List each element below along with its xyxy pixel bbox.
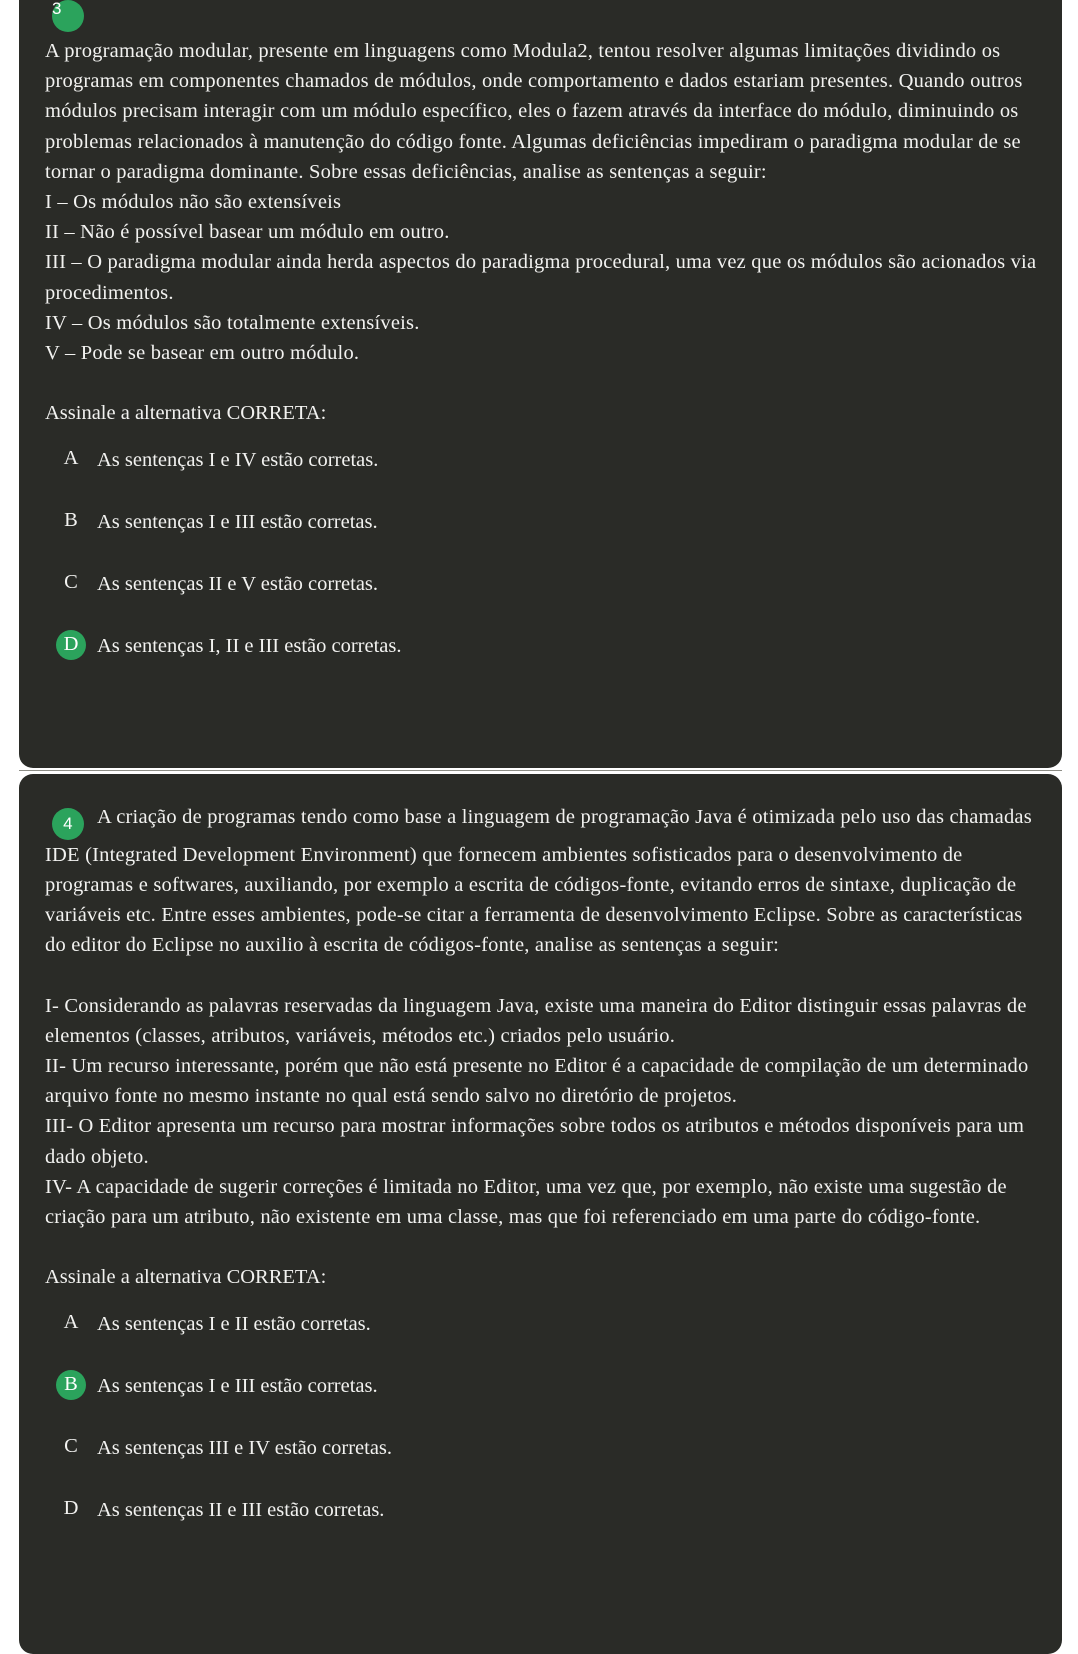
option-b[interactable]	[45, 1369, 1040, 1431]
option-a-label: As sentenças I e IV estão corretas.	[97, 448, 379, 471]
option-d-letter: D	[63, 1497, 79, 1520]
question-3-paragraph: A programação modular, presente em linguagens como Modula2, tentou resolver algumas limitações dividindo os programas em componentes chamados de módulos, onde comportamento e dados estariam presentes. Quando outros módulos precisam interagir com um módulo específico, eles o fazem através da interface do módulo, diminuindo os problemas relacionados à manutenção do código fonte. Algumas deficiências impediram o paradigma modular de se tornar o paradigma dominante. Sobre essas deficiências, analise as sentenças a seguir:	[45, 40, 1023, 183]
question-3-prompt: Assinale a alternativa CORRETA:	[45, 402, 327, 425]
option-a-label: As sentenças I e II estão corretas.	[97, 1312, 371, 1335]
spacer	[45, 1232, 1040, 1262]
option-a[interactable]	[45, 1307, 1040, 1369]
option-a-letter-wrap	[45, 1308, 97, 1338]
option-b-label: As sentenças I e III estão corretas.	[97, 510, 378, 533]
option-d-letter-wrap	[45, 630, 97, 660]
question-3-item-2: II – Não é possível basear um módulo em outro.	[45, 221, 450, 244]
spacer	[45, 368, 1040, 398]
question-3-statement	[45, 36, 1040, 368]
question-3-item-1: I – Os módulos não são extensíveis	[45, 191, 342, 214]
question-3-content	[19, 0, 1062, 691]
spacer	[45, 960, 1040, 990]
option-d-letter: D	[56, 630, 86, 660]
question-4-paragraph	[45, 802, 1040, 960]
question-4-items	[45, 991, 1040, 1233]
question-card-3	[19, 0, 1062, 768]
question-4-item-1: I- Considerando as palavras reservadas da linguagem Java, existe uma maneira do Editor distinguir essas palavras de elementos (classes, atributos, variáveis, métodos etc.) criados pelo usuário.	[45, 994, 1027, 1047]
option-b-letter-wrap	[45, 506, 97, 536]
question-4-item-3: III- O Editor apresenta um recurso para mostrar informações sobre todos os atributos e métodos disponíveis para um dado objeto.	[45, 1115, 1025, 1168]
card-divider	[19, 770, 1062, 771]
option-c-letter-wrap	[45, 568, 97, 598]
question-4-item-4: IV- A capacidade de sugerir correções é limitada no Editor, uma vez que, por exemplo, não existe uma sugestão de criação para um atributo, não existente em uma classe, mas que foi referenciado em uma parte do código-fonte.	[45, 1175, 1007, 1228]
option-d[interactable]	[45, 629, 1040, 691]
option-a-letter: A	[63, 1311, 79, 1334]
question-4-statement	[45, 802, 1040, 960]
question-4-content	[19, 774, 1062, 1555]
question-3-item-3: III – O paradigma modular ainda herda aspectos do paradigma procedural, uma vez que os módulos são acionados via procedimentos.	[45, 251, 1037, 304]
option-c-letter: C	[64, 571, 78, 594]
option-c[interactable]	[45, 1431, 1040, 1493]
question-3-options	[45, 443, 1040, 691]
question-4-options	[45, 1307, 1040, 1555]
option-a[interactable]	[45, 443, 1040, 505]
question-4-item-2: II- Um recurso interessante, porém que não está presente no Editor é a capacidade de compilação de um determinado arquivo fonte no mesmo instante no qual está sendo salvo no diretório de projetos.	[45, 1054, 1029, 1108]
option-c-letter: C	[64, 1435, 78, 1458]
option-b-letter: B	[56, 1370, 86, 1400]
question-3-item-4: IV – Os módulos são totalmente extensíveis.	[45, 311, 420, 334]
question-card-4	[19, 774, 1062, 1654]
option-a-letter-wrap	[45, 444, 97, 474]
option-d-letter-wrap	[45, 1494, 97, 1524]
option-c-label: As sentenças III e IV estão corretas.	[97, 1436, 393, 1459]
question-4-prompt: Assinale a alternativa CORRETA:	[45, 1266, 327, 1289]
question-4-paragraph-text: A criação de programas tendo como base a linguagem de programação Java é otimizada pelo uso das chamadas IDE (Integrated Development Environment) que fornecem ambientes sofisticados para o desenvolvimento de programas e softwares, auxiliando, por exemplo a escrita de códigos-fonte, evitando erros de sintaxe, duplicação de variáveis etc. Entre esses ambientes, pode-se citar a ferramenta de desenvolvimento Eclipse. Sobre as características do editor do Eclipse no auxilio à escrita de códigos-fonte, analise as sentenças a seguir:	[45, 806, 1032, 957]
option-b-letter: B	[64, 509, 78, 532]
option-b-label: As sentenças I e III estão corretas.	[97, 1374, 378, 1397]
option-a-letter: A	[63, 447, 79, 470]
option-b-letter-wrap	[45, 1370, 97, 1400]
option-d-label: As sentenças I, II e III estão corretas.	[97, 634, 402, 657]
question-number-badge: 3	[52, 0, 84, 32]
question-number-badge: 4	[52, 808, 84, 840]
option-b[interactable]	[45, 505, 1040, 567]
option-d-label: As sentenças II e III estão corretas.	[97, 1498, 385, 1521]
option-c[interactable]	[45, 567, 1040, 629]
option-c-letter-wrap	[45, 1432, 97, 1462]
option-c-label: As sentenças II e V estão corretas.	[97, 572, 379, 595]
option-d[interactable]	[45, 1493, 1040, 1555]
question-3-item-5: V – Pode se basear em outro módulo.	[45, 342, 360, 365]
